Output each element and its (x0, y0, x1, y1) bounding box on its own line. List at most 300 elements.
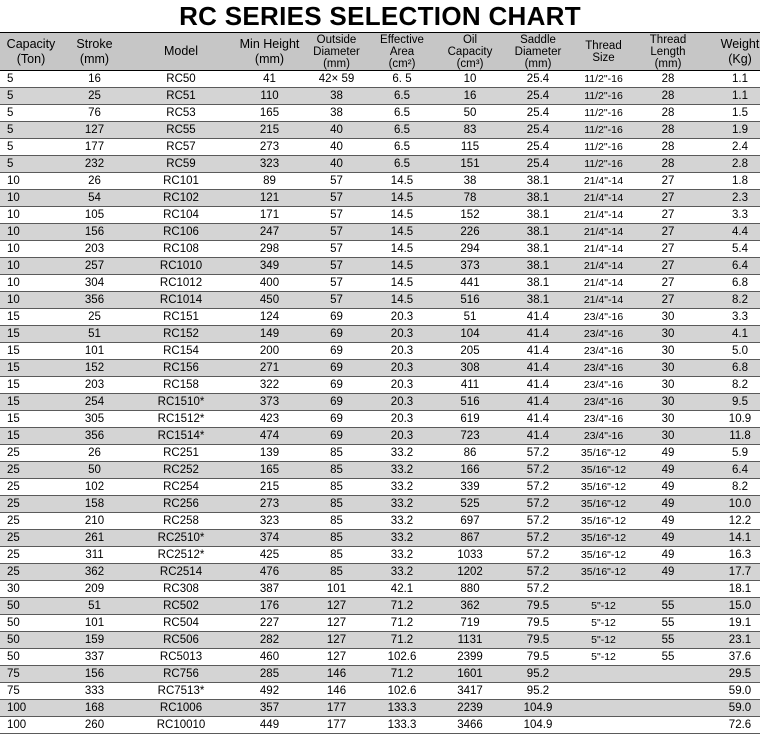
cell-min-height: 373 (235, 394, 304, 411)
cell-thread-size (571, 581, 636, 598)
cell-min-height: 460 (235, 649, 304, 666)
table-row (0, 411, 760, 428)
cell-model: RC156 (127, 360, 235, 377)
cell-effective-area: 20.3 (369, 360, 435, 377)
cell-model: RC756 (127, 666, 235, 683)
cell-min-height: 273 (235, 139, 304, 156)
cell-oil-capacity: 867 (435, 530, 505, 547)
cell-thread-size: 11/2"-16 (571, 105, 636, 122)
cell-outside-diameter: 69 (304, 309, 369, 326)
cell-thread-size: 21/4"-14 (571, 258, 636, 275)
table-row (0, 224, 760, 241)
cell-model: RC256 (127, 496, 235, 513)
cell-min-height: 492 (235, 683, 304, 700)
cell-capacity: 25 (0, 445, 62, 462)
cell-effective-area: 6.5 (369, 122, 435, 139)
cell-weight: 15.0 (700, 598, 760, 615)
cell-outside-diameter: 85 (304, 547, 369, 564)
cell-thread-size: 5"-12 (571, 615, 636, 632)
cell-stroke: 209 (62, 581, 127, 598)
cell-stroke: 156 (62, 666, 127, 683)
cell-thread-length: 28 (636, 71, 700, 88)
cell-stroke: 127 (62, 122, 127, 139)
cell-capacity: 25 (0, 496, 62, 513)
cell-stroke: 25 (62, 88, 127, 105)
cell-model: RC1010 (127, 258, 235, 275)
cell-effective-area: 33.2 (369, 462, 435, 479)
cell-outside-diameter: 57 (304, 190, 369, 207)
cell-effective-area: 20.3 (369, 394, 435, 411)
cell-stroke: 158 (62, 496, 127, 513)
cell-min-height: 149 (235, 326, 304, 343)
cell-oil-capacity: 115 (435, 139, 505, 156)
cell-weight: 1.9 (700, 122, 760, 139)
cell-effective-area: 133.3 (369, 700, 435, 717)
cell-stroke: 260 (62, 717, 127, 734)
cell-stroke: 337 (62, 649, 127, 666)
cell-oil-capacity: 152 (435, 207, 505, 224)
cell-oil-capacity: 3466 (435, 717, 505, 734)
cell-stroke: 54 (62, 190, 127, 207)
cell-outside-diameter: 127 (304, 649, 369, 666)
table-row (0, 445, 760, 462)
table-row (0, 122, 760, 139)
header-line: Model (163, 44, 199, 58)
cell-model: RC308 (127, 581, 235, 598)
cell-thread-length: 30 (636, 377, 700, 394)
cell-weight: 11.8 (700, 428, 760, 445)
cell-stroke: 257 (62, 258, 127, 275)
cell-stroke: 16 (62, 71, 127, 88)
cell-thread-size: 21/4"-14 (571, 241, 636, 258)
cell-model: RC1014 (127, 292, 235, 309)
cell-model: RC154 (127, 343, 235, 360)
cell-effective-area: 6.5 (369, 156, 435, 173)
cell-saddle-diameter: 41.4 (505, 377, 571, 394)
cell-thread-length: 49 (636, 564, 700, 581)
cell-thread-length: 49 (636, 479, 700, 496)
cell-effective-area: 33.2 (369, 479, 435, 496)
table-row (0, 462, 760, 479)
cell-min-height: 349 (235, 258, 304, 275)
table-body (0, 71, 760, 734)
cell-effective-area: 71.2 (369, 632, 435, 649)
cell-effective-area: 6.5 (369, 88, 435, 105)
cell-saddle-diameter: 104.9 (505, 700, 571, 717)
cell-min-height: 282 (235, 632, 304, 649)
cell-weight: 17.7 (700, 564, 760, 581)
header-line: Outside (316, 33, 357, 46)
cell-weight: 8.2 (700, 292, 760, 309)
cell-stroke: 232 (62, 156, 127, 173)
cell-oil-capacity: 719 (435, 615, 505, 632)
table-row (0, 649, 760, 666)
cell-capacity: 10 (0, 207, 62, 224)
cell-min-height: 449 (235, 717, 304, 734)
header-saddle-diameter (505, 33, 571, 71)
cell-weight: 5.4 (700, 241, 760, 258)
cell-capacity: 25 (0, 564, 62, 581)
table-row (0, 700, 760, 717)
cell-model: RC51 (127, 88, 235, 105)
cell-oil-capacity: 308 (435, 360, 505, 377)
cell-model: RC1510* (127, 394, 235, 411)
cell-thread-length: 30 (636, 428, 700, 445)
cell-capacity: 5 (0, 88, 62, 105)
cell-weight: 2.8 (700, 156, 760, 173)
cell-oil-capacity: 166 (435, 462, 505, 479)
cell-weight: 6.8 (700, 275, 760, 292)
cell-outside-diameter: 127 (304, 632, 369, 649)
cell-weight: 8.2 (700, 479, 760, 496)
cell-outside-diameter: 177 (304, 717, 369, 734)
cell-thread-length: 49 (636, 530, 700, 547)
cell-weight: 4.4 (700, 224, 760, 241)
cell-saddle-diameter: 95.2 (505, 683, 571, 700)
cell-oil-capacity: 294 (435, 241, 505, 258)
cell-stroke: 25 (62, 309, 127, 326)
header-line: Thread (585, 39, 622, 52)
cell-effective-area: 6.5 (369, 105, 435, 122)
cell-weight: 1.8 (700, 173, 760, 190)
table-row (0, 717, 760, 734)
cell-min-height: 165 (235, 462, 304, 479)
cell-outside-diameter: 69 (304, 411, 369, 428)
cell-oil-capacity: 2239 (435, 700, 505, 717)
cell-weight: 12.2 (700, 513, 760, 530)
cell-effective-area: 14.5 (369, 275, 435, 292)
cell-thread-size (571, 683, 636, 700)
cell-weight: 1.1 (700, 71, 760, 88)
cell-oil-capacity: 205 (435, 343, 505, 360)
header-line: (mm) (524, 57, 552, 70)
cell-min-height: 215 (235, 122, 304, 139)
header-weight (700, 33, 760, 71)
cell-weight: 19.1 (700, 615, 760, 632)
cell-oil-capacity: 86 (435, 445, 505, 462)
header-model (127, 33, 235, 71)
cell-min-height: 476 (235, 564, 304, 581)
table-row (0, 156, 760, 173)
cell-effective-area: 133.3 (369, 717, 435, 734)
cell-effective-area: 6. 5 (369, 71, 435, 88)
cell-weight: 3.3 (700, 309, 760, 326)
cell-model: RC502 (127, 598, 235, 615)
cell-stroke: 26 (62, 173, 127, 190)
cell-model: RC252 (127, 462, 235, 479)
cell-thread-length (636, 666, 700, 683)
cell-effective-area: 71.2 (369, 666, 435, 683)
cell-thread-size: 23/4"-16 (571, 343, 636, 360)
cell-effective-area: 33.2 (369, 530, 435, 547)
cell-outside-diameter: 42× 59 (304, 71, 369, 88)
table-row (0, 343, 760, 360)
cell-outside-diameter: 57 (304, 224, 369, 241)
cell-thread-length (636, 717, 700, 734)
cell-model: RC1012 (127, 275, 235, 292)
header-capacity (0, 33, 62, 71)
cell-model: RC254 (127, 479, 235, 496)
cell-model: RC108 (127, 241, 235, 258)
cell-capacity: 50 (0, 615, 62, 632)
cell-stroke: 51 (62, 598, 127, 615)
cell-thread-size: 11/2"-16 (571, 88, 636, 105)
cell-outside-diameter: 40 (304, 122, 369, 139)
cell-outside-diameter: 127 (304, 598, 369, 615)
cell-thread-length: 49 (636, 462, 700, 479)
cell-oil-capacity: 373 (435, 258, 505, 275)
cell-stroke: 105 (62, 207, 127, 224)
cell-model: RC59 (127, 156, 235, 173)
cell-thread-size: 11/2"-16 (571, 139, 636, 156)
cell-thread-size: 23/4"-16 (571, 360, 636, 377)
header-line: Effective (380, 33, 424, 46)
cell-effective-area: 102.6 (369, 649, 435, 666)
header-thread-length (636, 33, 700, 71)
table-row (0, 632, 760, 649)
cell-thread-length: 30 (636, 343, 700, 360)
cell-min-height: 423 (235, 411, 304, 428)
table-row (0, 173, 760, 190)
cell-weight: 37.6 (700, 649, 760, 666)
cell-stroke: 210 (62, 513, 127, 530)
table-row (0, 598, 760, 615)
cell-thread-size: 35/16"-12 (571, 496, 636, 513)
cell-oil-capacity: 1202 (435, 564, 505, 581)
cell-outside-diameter: 38 (304, 88, 369, 105)
cell-capacity: 10 (0, 241, 62, 258)
cell-stroke: 168 (62, 700, 127, 717)
cell-effective-area: 20.3 (369, 309, 435, 326)
cell-model: RC10010 (127, 717, 235, 734)
table-row (0, 105, 760, 122)
cell-model: RC55 (127, 122, 235, 139)
cell-min-height: 121 (235, 190, 304, 207)
cell-weight: 2.3 (700, 190, 760, 207)
header-line: Min Height (239, 36, 300, 51)
table-row (0, 683, 760, 700)
cell-min-height: 247 (235, 224, 304, 241)
table-row (0, 190, 760, 207)
cell-effective-area: 33.2 (369, 445, 435, 462)
cell-effective-area: 14.5 (369, 258, 435, 275)
cell-model: RC5013 (127, 649, 235, 666)
cell-outside-diameter: 57 (304, 241, 369, 258)
cell-saddle-diameter: 25.4 (505, 105, 571, 122)
cell-min-height: 285 (235, 666, 304, 683)
cell-min-height: 89 (235, 173, 304, 190)
cell-model: RC1514* (127, 428, 235, 445)
cell-effective-area: 20.3 (369, 326, 435, 343)
cell-weight: 6.8 (700, 360, 760, 377)
cell-min-height: 124 (235, 309, 304, 326)
cell-min-height: 176 (235, 598, 304, 615)
cell-thread-size: 35/16"-12 (571, 530, 636, 547)
cell-model: RC158 (127, 377, 235, 394)
cell-saddle-diameter: 38.1 (505, 173, 571, 190)
cell-oil-capacity: 38 (435, 173, 505, 190)
cell-oil-capacity: 339 (435, 479, 505, 496)
cell-outside-diameter: 57 (304, 207, 369, 224)
cell-min-height: 425 (235, 547, 304, 564)
cell-stroke: 156 (62, 224, 127, 241)
cell-thread-size: 5"-12 (571, 649, 636, 666)
cell-capacity: 10 (0, 275, 62, 292)
cell-saddle-diameter: 41.4 (505, 411, 571, 428)
table-row (0, 88, 760, 105)
cell-oil-capacity: 411 (435, 377, 505, 394)
cell-outside-diameter: 69 (304, 326, 369, 343)
cell-thread-size: 35/16"-12 (571, 462, 636, 479)
cell-thread-size: 35/16"-12 (571, 479, 636, 496)
cell-min-height: 374 (235, 530, 304, 547)
table-row (0, 326, 760, 343)
cell-thread-length: 27 (636, 275, 700, 292)
cell-outside-diameter: 177 (304, 700, 369, 717)
cell-thread-size: 21/4"-14 (571, 275, 636, 292)
cell-thread-size: 11/2"-16 (571, 71, 636, 88)
table-row (0, 547, 760, 564)
table-row (0, 479, 760, 496)
page-title: RC SERIES SELECTION CHART (179, 1, 581, 31)
cell-stroke: 26 (62, 445, 127, 462)
cell-thread-size (571, 666, 636, 683)
cell-thread-length: 49 (636, 547, 700, 564)
cell-thread-size: 21/4"-14 (571, 190, 636, 207)
cell-thread-length: 28 (636, 105, 700, 122)
cell-oil-capacity: 880 (435, 581, 505, 598)
cell-min-height: 322 (235, 377, 304, 394)
cell-model: RC151 (127, 309, 235, 326)
table-row (0, 513, 760, 530)
cell-capacity: 5 (0, 122, 62, 139)
header-stroke (62, 33, 127, 71)
cell-min-height: 227 (235, 615, 304, 632)
cell-saddle-diameter: 57.2 (505, 547, 571, 564)
cell-oil-capacity: 2399 (435, 649, 505, 666)
cell-outside-diameter: 85 (304, 445, 369, 462)
cell-saddle-diameter: 57.2 (505, 513, 571, 530)
cell-capacity: 25 (0, 479, 62, 496)
cell-oil-capacity: 83 (435, 122, 505, 139)
cell-oil-capacity: 104 (435, 326, 505, 343)
cell-capacity: 15 (0, 411, 62, 428)
cell-capacity: 25 (0, 530, 62, 547)
cell-stroke: 203 (62, 377, 127, 394)
cell-thread-length: 28 (636, 122, 700, 139)
cell-outside-diameter: 85 (304, 564, 369, 581)
cell-effective-area: 14.5 (369, 207, 435, 224)
cell-thread-length: 55 (636, 615, 700, 632)
cell-stroke: 152 (62, 360, 127, 377)
cell-thread-size: 21/4"-14 (571, 292, 636, 309)
cell-min-height: 165 (235, 105, 304, 122)
cell-capacity: 10 (0, 224, 62, 241)
cell-outside-diameter: 69 (304, 343, 369, 360)
cell-oil-capacity: 723 (435, 428, 505, 445)
cell-oil-capacity: 516 (435, 394, 505, 411)
cell-capacity: 10 (0, 190, 62, 207)
cell-min-height: 273 (235, 496, 304, 513)
cell-weight: 6.4 (700, 462, 760, 479)
cell-capacity: 10 (0, 292, 62, 309)
cell-stroke: 362 (62, 564, 127, 581)
cell-capacity: 15 (0, 428, 62, 445)
header-line: Capacity (447, 45, 493, 58)
cell-thread-size: 23/4"-16 (571, 428, 636, 445)
header-outside-diameter (304, 33, 369, 71)
cell-thread-size: 21/4"-14 (571, 224, 636, 241)
cell-capacity: 75 (0, 683, 62, 700)
cell-capacity: 100 (0, 700, 62, 717)
cell-min-height: 139 (235, 445, 304, 462)
cell-effective-area: 33.2 (369, 496, 435, 513)
header-line: Length (650, 45, 686, 58)
cell-saddle-diameter: 38.1 (505, 207, 571, 224)
table-row (0, 71, 760, 88)
cell-weight: 18.1 (700, 581, 760, 598)
cell-stroke: 304 (62, 275, 127, 292)
cell-oil-capacity: 78 (435, 190, 505, 207)
table-row (0, 581, 760, 598)
cell-thread-length: 27 (636, 292, 700, 309)
cell-outside-diameter: 57 (304, 258, 369, 275)
cell-capacity: 15 (0, 343, 62, 360)
table-row (0, 394, 760, 411)
cell-capacity: 75 (0, 666, 62, 683)
cell-model: RC1006 (127, 700, 235, 717)
cell-weight: 23.1 (700, 632, 760, 649)
cell-model: RC53 (127, 105, 235, 122)
cell-thread-size: 5"-12 (571, 632, 636, 649)
cell-saddle-diameter: 57.2 (505, 564, 571, 581)
cell-model: RC251 (127, 445, 235, 462)
header-line: (cm²) (388, 57, 416, 70)
cell-outside-diameter: 57 (304, 275, 369, 292)
cell-model: RC7513* (127, 683, 235, 700)
cell-min-height: 200 (235, 343, 304, 360)
cell-outside-diameter: 85 (304, 513, 369, 530)
cell-min-height: 298 (235, 241, 304, 258)
cell-capacity: 5 (0, 156, 62, 173)
cell-model: RC506 (127, 632, 235, 649)
cell-thread-length: 27 (636, 173, 700, 190)
cell-capacity: 15 (0, 394, 62, 411)
cell-effective-area: 71.2 (369, 598, 435, 615)
cell-thread-length: 30 (636, 411, 700, 428)
cell-saddle-diameter: 57.2 (505, 462, 571, 479)
cell-saddle-diameter: 57.2 (505, 445, 571, 462)
cell-effective-area: 33.2 (369, 513, 435, 530)
cell-thread-length: 27 (636, 190, 700, 207)
cell-thread-length: 27 (636, 258, 700, 275)
cell-min-height: 474 (235, 428, 304, 445)
cell-thread-size: 35/16"-12 (571, 547, 636, 564)
cell-saddle-diameter: 57.2 (505, 496, 571, 513)
cell-oil-capacity: 16 (435, 88, 505, 105)
cell-weight: 59.0 (700, 700, 760, 717)
cell-saddle-diameter: 38.1 (505, 224, 571, 241)
cell-oil-capacity: 516 (435, 292, 505, 309)
cell-capacity: 25 (0, 462, 62, 479)
cell-stroke: 101 (62, 343, 127, 360)
cell-weight: 72.6 (700, 717, 760, 734)
cell-saddle-diameter: 41.4 (505, 326, 571, 343)
cell-saddle-diameter: 25.4 (505, 122, 571, 139)
cell-capacity: 25 (0, 547, 62, 564)
cell-stroke: 51 (62, 326, 127, 343)
cell-model: RC50 (127, 71, 235, 88)
